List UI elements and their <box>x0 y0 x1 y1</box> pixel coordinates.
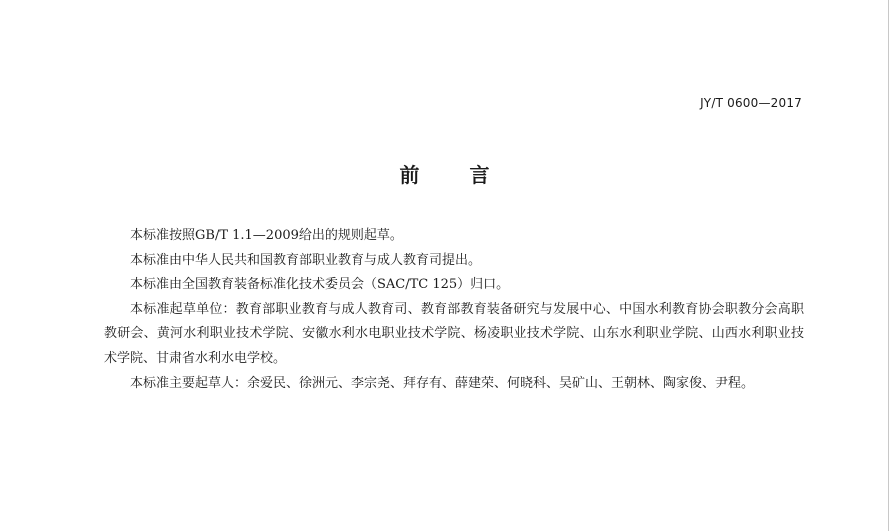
foreword-paragraph-proposer: 本标准由中华人民共和国教育部职业教育与成人教育司提出。 <box>130 252 482 268</box>
foreword-paragraph-drafting-units: 本标准起草单位：教育部职业教育与成人教育司、教育部教育装备研究与发展中心、中国水利教育协会职教分会高职教研会、黄河水利职业技术学院、安徽水利水电职业技术学院、杨凌职业技术学院、山东水利职业学院、山西水利职业技术学院、甘肃省水利水电学校。 <box>104 301 804 366</box>
page-title-char-1: 前 <box>399 163 420 187</box>
foreword-paragraph-committee: 本标准由全国教育装备标准化技术委员会（SAC/TC 125）归口。 <box>130 277 510 293</box>
foreword-paragraph-drafters: 本标准主要起草人：余爱民、徐洲元、李宗尧、拜存有、薛建荣、何晓科、吴矿山、王朝林、陶家俊、尹程。 <box>130 375 755 391</box>
page-title-char-2: 言 <box>469 163 490 187</box>
foreword-paragraph-drafting-rules: 本标准按照GB/T 1.1—2009给出的规则起草。 <box>130 228 403 243</box>
page-title <box>0 159 889 188</box>
foreword-body <box>104 224 804 396</box>
standard-code: JY/T 0600—2017 <box>700 96 802 110</box>
